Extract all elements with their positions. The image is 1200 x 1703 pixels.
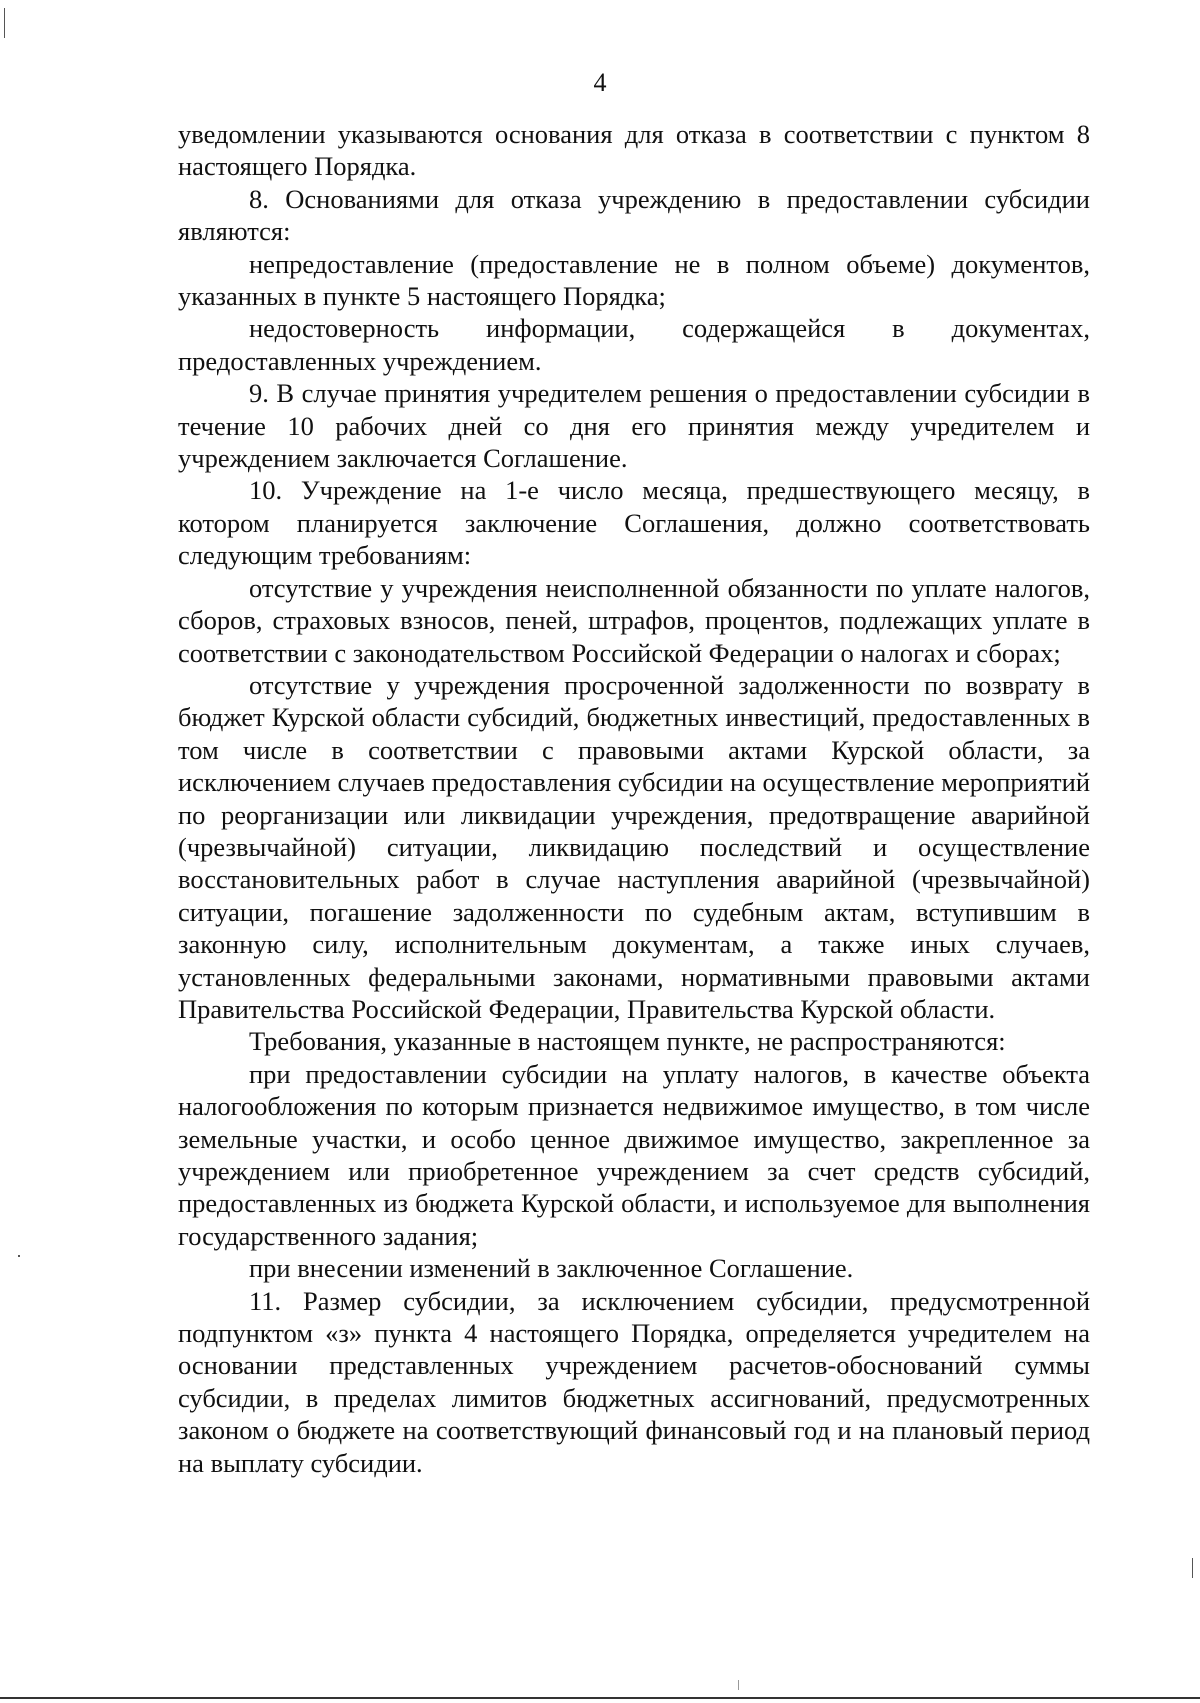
paragraph: при внесении изменений в заключенное Соглашение. [249,1253,854,1284]
paragraph: 8. Основаниями для отказа учреждению в предоставлении субсидии являются: [178,183,1090,247]
document-body [178,118,1090,1479]
paragraph: Требования, указанные в настоящем пункте, не распространяются: [249,1026,1006,1057]
scan-artifact [18,1255,20,1257]
paragraph: отсутствие у учреждения просроченной задолженности по возврату в бюджет Курской области субсидий, бюджетных инвестиций, предоставленных в том числе в соответствии с правовыми актами Курской области, за исключением случаев предоставления субсидии на осуществление мероприятий по реорганизации или ликвидации учреждения, предотвращение аварийной (чрезвычайной) ситуации, ликвидацию последствий и осуществление восстановительных работ в случае наступления аварийной (чрезвычайной) ситуации, погашение задолженности по судебным актам, вступившим в законную силу, исполнительным документам, а также иных случаев, установленных федеральными законами, нормативными правовыми актами Правительства Российской Федерации, Правительства Курской области. [178,669,1090,1024]
paragraph: уведомлении указываются основания для отказа в соответствии с пунктом 8 настоящего Порядка. [178,119,1090,182]
scan-artifact [1192,1558,1193,1578]
paragraph: 9. В случае принятия учредителем решения о предоставлении субсидии в течение 10 рабочих дней со дня его принятия между учредителем и учреждением заключается Соглашение. [178,378,1090,474]
scan-artifact [738,1680,739,1690]
paragraph: 11. Размер субсидии, за исключением субсидии, предусмотренной подпунктом «з» пункта 4 настоящего Порядка, определяется учредителем на основании представленных учреждением расчетов-обоснований суммы субсидии, в пределах лимитов бюджетных ассигнований, предусмотренных законом о бюджете на соответствующий финансовый год и на плановый период на выплату субсидии. [178,1285,1090,1478]
scan-artifact [4,8,5,38]
paragraph: 10. Учреждение на 1-е число месяца, предшествующего месяцу, в котором планируется заключение Соглашения, должно соответствовать следующим требованиям: [178,475,1090,571]
page-number: 4 [593,68,607,97]
paragraph: отсутствие у учреждения неисполненной обязанности по уплате налогов, сборов, страховых взносов, пеней, штрафов, процентов, подлежащих уплате в соответствии с законодательством Российской Федерации о налогах и сборах; [178,572,1090,668]
paragraph: недостоверность информации, содержащейся в документах, предоставленных учреждением. [178,313,1090,376]
scan-edge-line [0,1697,1200,1699]
paragraph: непредоставление (предоставление не в полном объеме) документов, указанных в пункте 5 настоящего Порядка; [178,248,1090,312]
paragraph: при предоставлении субсидии на уплату налогов, в качестве объекта налогообложения по которым признается недвижимое имущество, в том числе земельные участки, и особо ценное движимое имущество, закрепленное за учреждением или приобретенное учреждением за счет средств субсидий, предоставленных из бюджета Курской области, и используемое для выполнения государственного задания; [178,1058,1090,1251]
